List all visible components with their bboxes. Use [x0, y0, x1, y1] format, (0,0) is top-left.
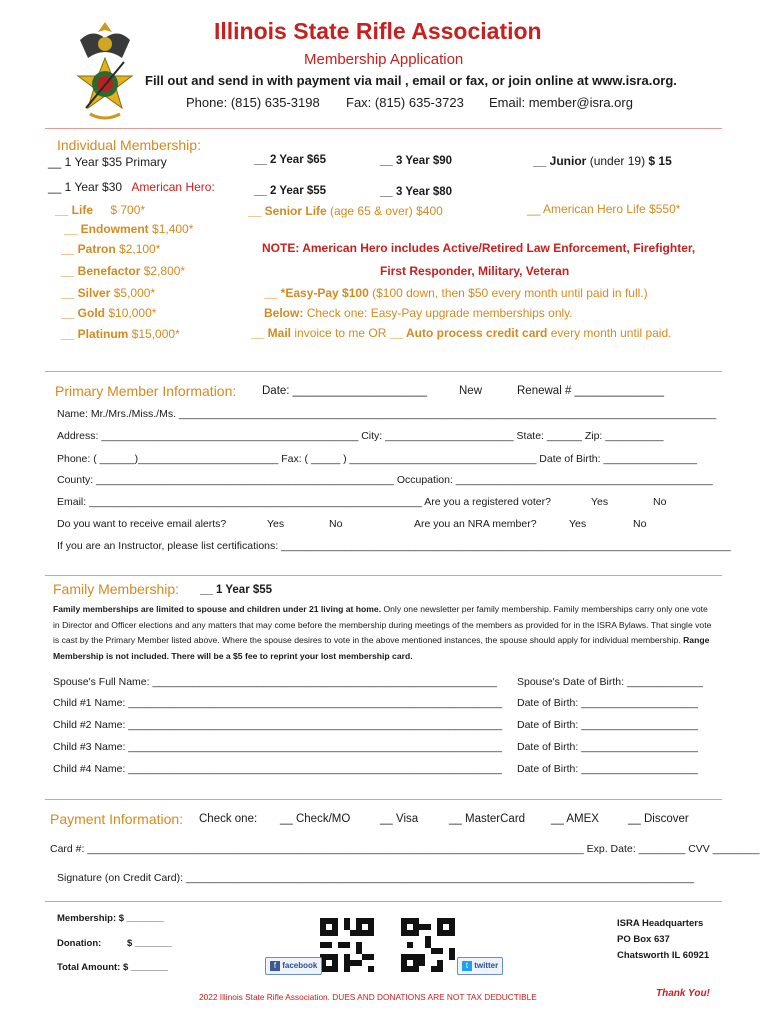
spouse-dob-field[interactable]: Spouse's Date of Birth: _____________	[517, 676, 703, 688]
endowment-label: __ Endowment	[64, 222, 149, 236]
family-heading: Family Membership:	[53, 581, 180, 597]
twitter-icon: t	[462, 961, 472, 971]
child4-dob-field[interactable]: Date of Birth: ____________________	[517, 763, 698, 775]
twitter-label: twitter	[474, 961, 499, 970]
gold-price: $10,000*	[108, 306, 157, 320]
thank-you: Thank You!	[656, 988, 710, 999]
gold-label: __ Gold	[61, 306, 106, 320]
below-detail: Check one: Easy-Pay upgrade memberships only.	[306, 306, 573, 320]
family-price-option[interactable]: __ 1 Year $55	[200, 584, 273, 596]
patron-price: $2,100*	[119, 242, 161, 256]
note-line-2: First Responder, Military, Veteran	[380, 264, 570, 278]
option-junior[interactable]	[533, 154, 672, 168]
option-hero-life[interactable]: __ American Hero Life $550*	[527, 202, 681, 216]
check-one-label: Check one:	[199, 813, 258, 825]
hq-title: ISRA Headquarters	[617, 918, 704, 929]
option-life[interactable]	[55, 203, 145, 217]
auto-option[interactable]: __ Auto process credit card	[389, 326, 548, 340]
silver-price: $5,000*	[113, 286, 156, 300]
child1-dob-field[interactable]: Date of Birth: ____________________	[517, 697, 698, 709]
option-endowment[interactable]	[64, 222, 193, 236]
note-line-1: NOTE: American Hero includes Active/Retired Law Enforcement, Firefighter,	[262, 241, 696, 255]
option-2year-hero[interactable]: __ 2 Year $55	[254, 185, 327, 197]
mastercard-option[interactable]: __ MasterCard	[449, 813, 526, 825]
facebook-badge[interactable]	[265, 957, 322, 975]
junior-price: $ 15	[648, 154, 672, 168]
easypay-detail: ($100 down, then $50 every month until paid in full.)	[372, 286, 648, 300]
child1-name-field[interactable]: Child #1 Name: ________________________________________________________________	[53, 697, 503, 709]
alerts-no[interactable]: No	[329, 518, 343, 530]
isra-logo	[72, 18, 138, 126]
address-field[interactable]: Address: ____________________________________________ City: ______________________ State: ______ Zip: __________	[57, 430, 664, 442]
benefactor-price: $2,800*	[143, 264, 186, 278]
auto-detail: every month until paid.	[550, 326, 672, 340]
option-2year[interactable]: __ 2 Year $65	[254, 154, 327, 166]
child3-dob-field[interactable]: Date of Birth: ____________________	[517, 741, 698, 753]
twitter-qr-code	[401, 918, 455, 972]
header-fax: Fax: (815) 635-3723	[346, 95, 464, 110]
amex-option[interactable]: __ AMEX	[551, 813, 599, 825]
child3-name-field[interactable]: Child #3 Name: ________________________________________________________________	[53, 741, 503, 753]
nra-yes[interactable]: Yes	[569, 518, 587, 530]
instructions: Fill out and send in with payment via mail , email or fax, or join online at www.isra.org.	[145, 73, 677, 88]
voter-yes[interactable]: Yes	[591, 496, 609, 508]
platinum-label: __ Platinum	[61, 327, 129, 341]
individual-heading: Individual Membership:	[57, 137, 201, 153]
option-platinum[interactable]	[61, 327, 180, 341]
email-field[interactable]: Email: _________________________________________________________ Are you a registered voter?	[57, 496, 551, 508]
option-3year[interactable]: __ 3 Year $90	[380, 155, 453, 167]
option-gold[interactable]	[61, 306, 156, 320]
nra-question: Are you an NRA member?	[414, 518, 537, 530]
header-email: Email: member@isra.org	[489, 95, 633, 110]
discover-option[interactable]: __ Discover	[628, 813, 689, 825]
silver-label: __ Silver	[61, 286, 111, 300]
donation-amount-field[interactable]: $ _______	[127, 938, 172, 949]
voter-no[interactable]: No	[653, 496, 667, 508]
total-amount-field[interactable]: Total Amount: $ _______	[57, 962, 168, 973]
nra-no[interactable]: No	[633, 518, 647, 530]
facebook-qr-code	[320, 918, 374, 972]
junior-age: (under 19)	[589, 154, 646, 168]
spouse-name-field[interactable]: Spouse's Full Name: ___________________________________________________________	[53, 676, 497, 688]
option-patron[interactable]	[61, 242, 160, 256]
option-1year-primary[interactable]: __ 1 Year $35 Primary	[48, 155, 167, 169]
alerts-yes[interactable]: Yes	[267, 518, 285, 530]
hq-po-box: PO Box 637	[617, 934, 670, 945]
name-field[interactable]: Name: Mr./Mrs./Miss./Ms. ____________________________________________________________________________________________	[57, 408, 717, 420]
new-option[interactable]: New	[459, 385, 483, 397]
card-number-field[interactable]: Card #: _____________________________________________________________________________________ Exp. Date: ________ CVV ________	[50, 843, 760, 855]
mail-detail: invoice to me OR	[294, 326, 387, 340]
divider	[45, 371, 722, 372]
check-mo-option[interactable]: __ Check/MO	[280, 813, 351, 825]
below-note	[264, 306, 573, 320]
donation-label: Donation:	[57, 938, 102, 949]
child4-name-field[interactable]: Child #4 Name: ________________________________________________________________	[53, 763, 503, 775]
facebook-label: facebook	[282, 961, 318, 970]
option-silver[interactable]	[61, 286, 155, 300]
option-3year-hero[interactable]: __ 3 Year $80	[380, 186, 453, 198]
primary-heading: Primary Member Information:	[55, 383, 237, 399]
county-field[interactable]: County: ___________________________________________________ Occupation: ____________________________________________	[57, 474, 713, 486]
easypay-label: __ *Easy-Pay $100	[264, 286, 369, 300]
divider	[45, 128, 722, 129]
signature-field[interactable]: Signature (on Credit Card): _______________________________________________________________________________________	[57, 872, 695, 884]
child2-dob-field[interactable]: Date of Birth: ____________________	[517, 719, 698, 731]
junior-label: __ Junior	[533, 154, 587, 168]
phone-field[interactable]: Phone: ( ______)________________________ Fax: ( _____ ) ________________________________ Date of Birth: ________________	[57, 453, 697, 465]
divider	[45, 799, 722, 800]
option-benefactor[interactable]	[61, 264, 185, 278]
option-easypay[interactable]	[264, 286, 648, 300]
family-para-bold-2: Range Membership is not included. There will be a $5 fee to reprint your lost membership card.	[53, 635, 710, 661]
divider	[45, 575, 722, 576]
benefactor-label: __ Benefactor	[61, 264, 141, 278]
copyright-line: 2022 Illinois State Rifle Association. DUES AND DONATIONS ARE NOT TAX DEDUCTIBLE	[199, 992, 537, 1002]
instructor-field[interactable]: If you are an Instructor, please list certifications: _____________________________________________________________________________	[57, 540, 731, 552]
visa-option[interactable]: __ Visa	[380, 813, 419, 825]
platinum-price: $15,000*	[131, 327, 180, 341]
hero-1year-label: __ 1 Year $30	[48, 180, 123, 194]
twitter-badge[interactable]	[457, 957, 503, 975]
family-paragraph	[53, 602, 713, 664]
page-subtitle: Membership Application	[304, 51, 464, 68]
patron-label: __ Patron	[61, 242, 116, 256]
mail-option[interactable]: __ Mail	[251, 326, 292, 340]
hq-city: Chatsworth IL 60921	[617, 950, 710, 961]
facebook-icon: f	[270, 961, 280, 971]
page-title: Illinois State Rifle Association	[214, 18, 542, 44]
family-para-bold-1: Family memberships are limited to spouse and children under 21 living at home.	[53, 604, 382, 614]
date-field[interactable]: Date: _____________________	[262, 385, 427, 397]
family-para-text: Only one newsletter per family membership. Family memberships carry only one vote in Director and Officer elections and any matters that may come before the membership during meetings of the members as provided for in the ISRA Bylaws. That single vote is cast by the Primary Member listed above. Where the spouse desires to vote in the above mentioned instances, the spouse should apply for individual membership.	[53, 604, 712, 645]
payment-plan-options	[251, 326, 671, 340]
life-price: $ 700*	[110, 203, 146, 217]
senior-life-label: __ Senior Life	[248, 204, 327, 218]
hero-label: American Hero:	[131, 180, 215, 194]
membership-amount-field[interactable]: Membership: $ _______	[57, 913, 164, 924]
alerts-question: Do you want to receive email alerts?	[57, 518, 227, 530]
senior-age: (age 65 & over) $400	[330, 204, 443, 218]
life-label: __ Life	[55, 203, 94, 217]
below-label: Below:	[264, 306, 304, 320]
child2-name-field[interactable]: Child #2 Name: ________________________________________________________________	[53, 719, 503, 731]
option-senior-life[interactable]	[248, 204, 443, 218]
endowment-price: $1,400*	[152, 222, 194, 236]
divider	[45, 901, 722, 902]
payment-heading: Payment Information:	[50, 811, 184, 827]
option-1year-hero[interactable]	[48, 180, 215, 194]
renewal-field[interactable]: Renewal # ______________	[517, 385, 665, 397]
header-phone: Phone: (815) 635-3198	[186, 95, 320, 110]
